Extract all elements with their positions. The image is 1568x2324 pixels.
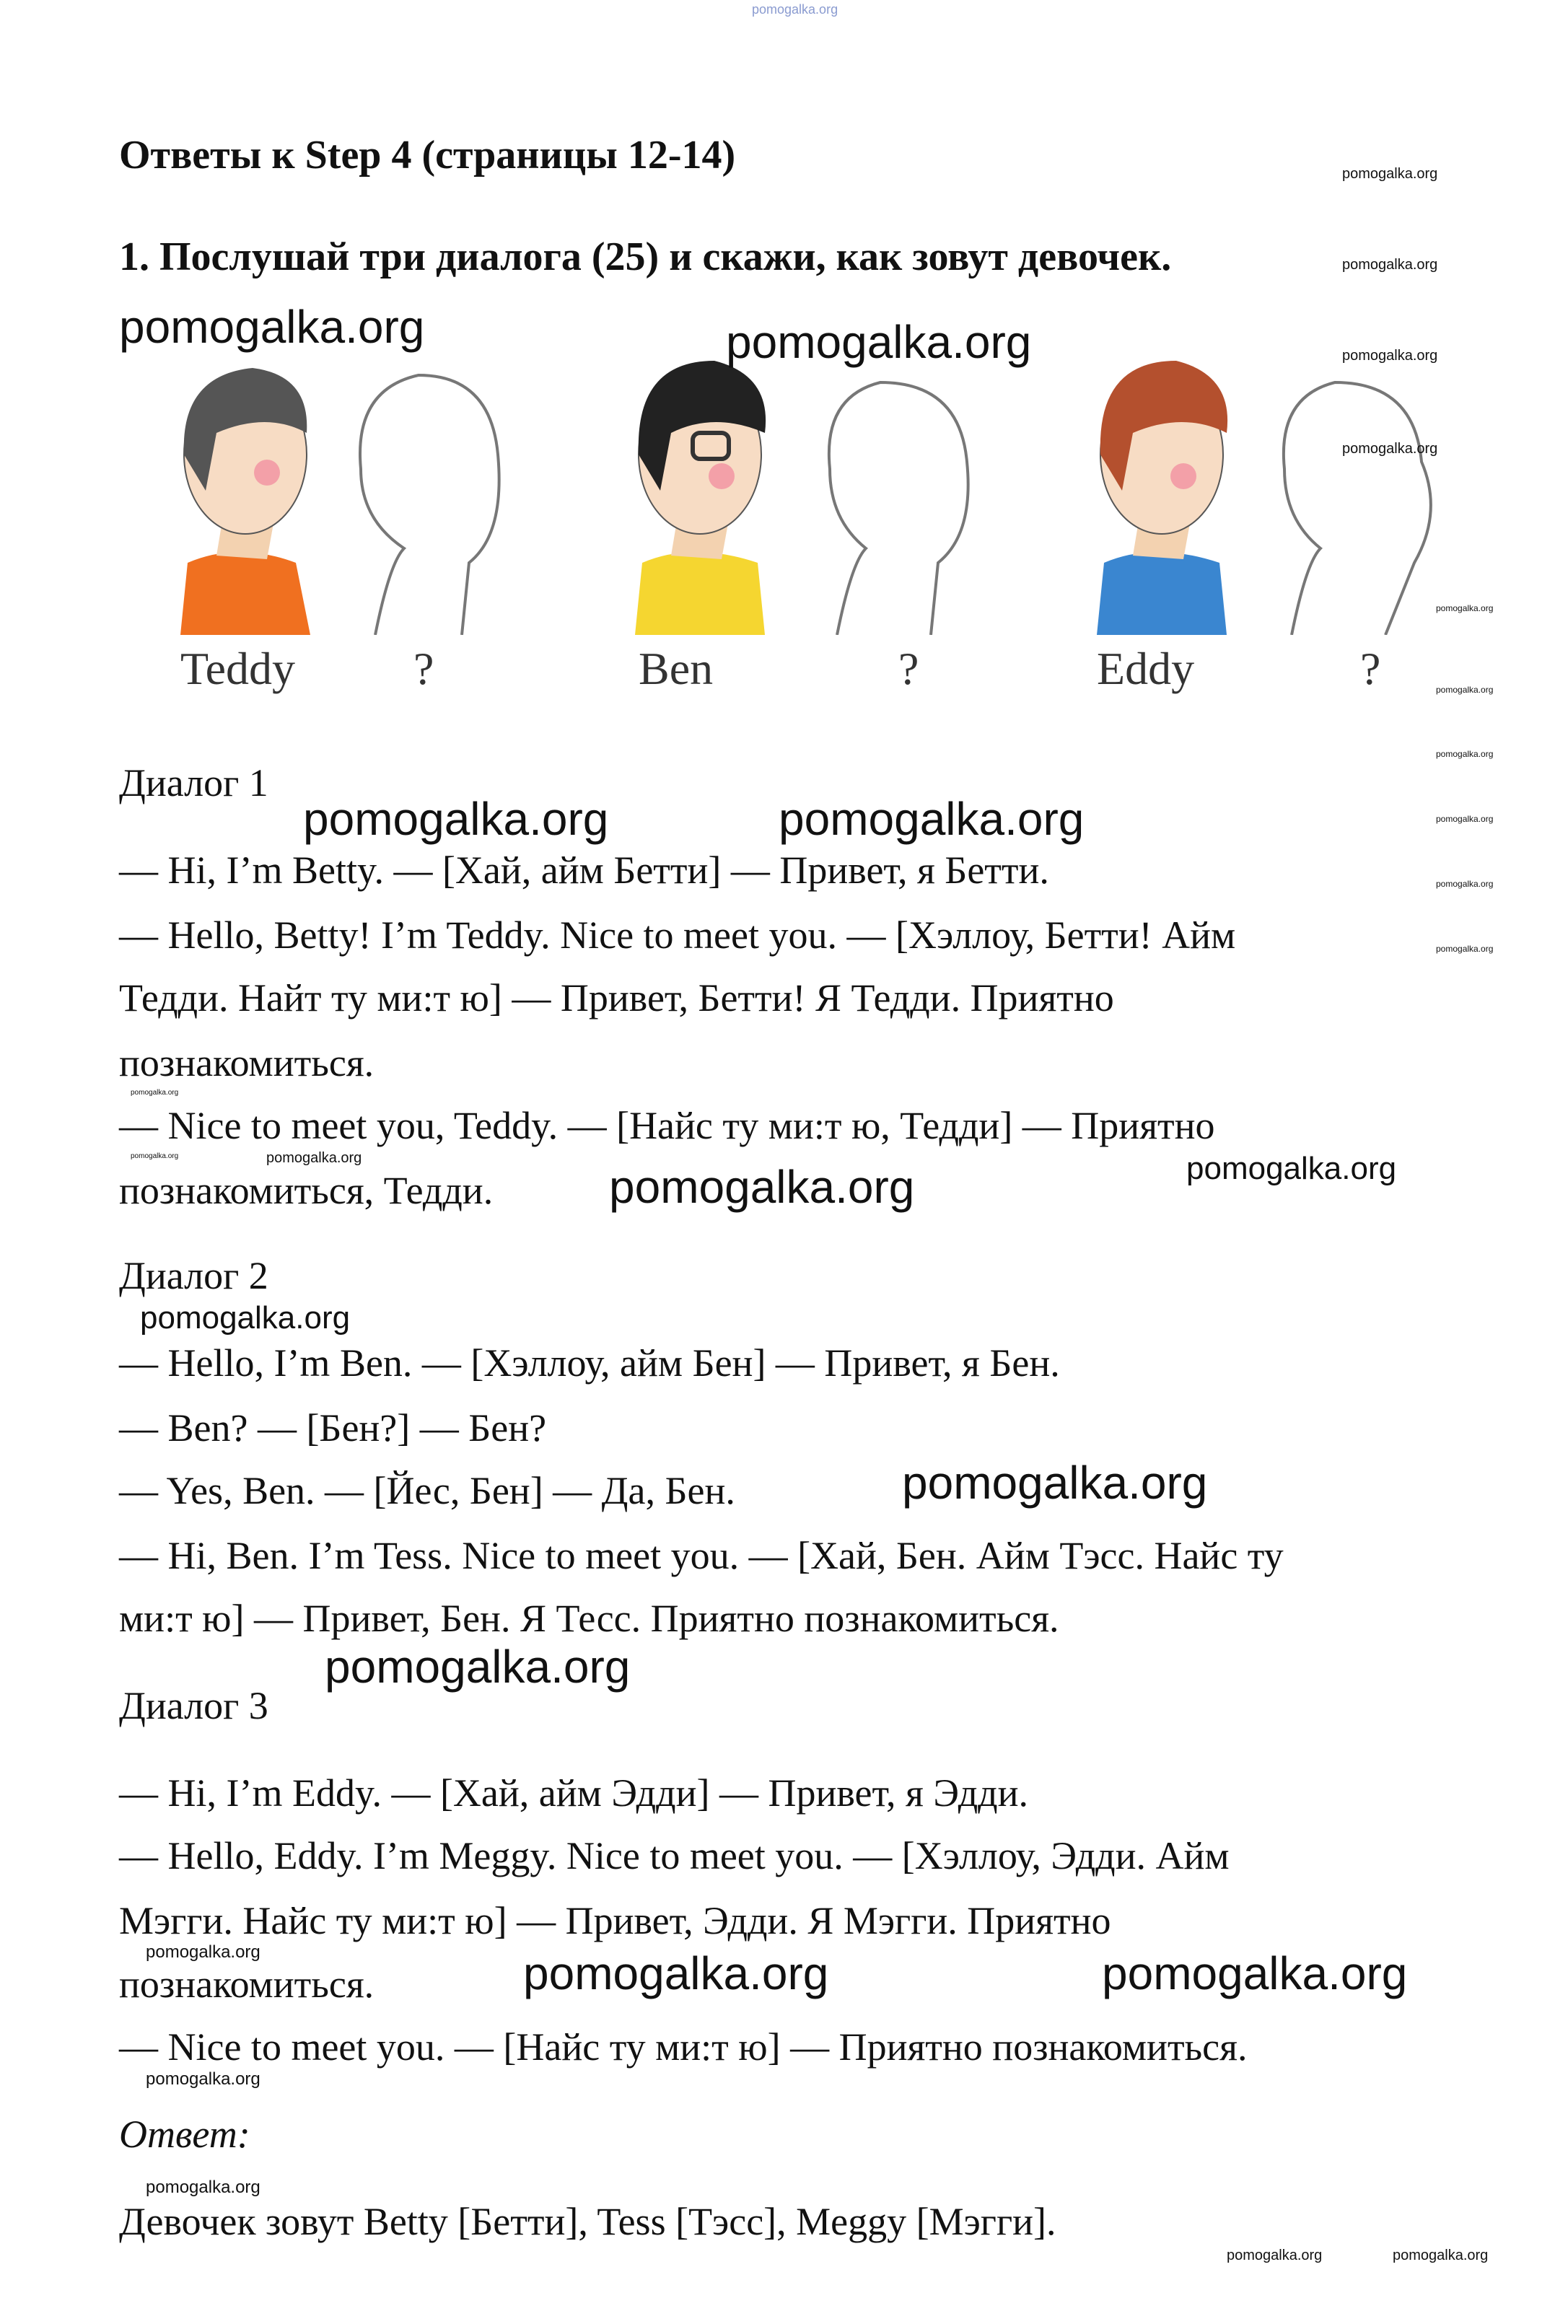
watermark: pomogalka.org: [266, 1150, 362, 1166]
watermark: pomogalka.org: [1342, 257, 1438, 273]
watermark: pomogalka.org: [1342, 441, 1438, 457]
girl-silhouette: [1284, 382, 1431, 635]
dialog-line: — Hi, I’m Betty. — [Хай, айм Бетти] — Привет, я Бетти.: [119, 849, 1049, 892]
watermark: pomogalka.org: [140, 1300, 351, 1336]
watermark: pomogalka.org: [1436, 685, 1494, 695]
dialog-line: — Nice to meet you. — [Найс ту ми:т ю] — Приятно познакомиться.: [119, 2025, 1248, 2069]
watermark: pomogalka.org: [523, 1947, 829, 1999]
watermark: pomogalka.org: [1342, 166, 1438, 182]
dialog2-heading: Диалог 2: [119, 1254, 268, 1297]
girl-silhouette: [360, 375, 499, 635]
dialog1-heading: Диалог 1: [119, 761, 268, 804]
label-unknown: ?: [413, 643, 434, 694]
watermark: pomogalka.org: [1227, 2248, 1323, 2263]
watermark: pomogalka.org: [146, 1942, 260, 1962]
label-unknown: ?: [898, 643, 919, 694]
watermark: pomogalka.org: [752, 2, 838, 17]
label-teddy: Teddy: [180, 643, 296, 694]
watermark: pomogalka.org: [1393, 2248, 1489, 2263]
watermark: pomogalka.org: [779, 793, 1085, 845]
task-heading: 1. Послушай три диалога (25) и скажи, как зовут девочек.: [119, 234, 1172, 279]
dialog-line: — Hello, I’m Ben. — [Хэллоу, айм Бен] — Привет, я Бен.: [119, 1341, 1060, 1385]
dialog-line: Тедди. Найт ту ми:т ю] — Привет, Бетти! Я Тедди. Приятно: [119, 976, 1114, 1020]
dialog-line: ми:т ю] — Привет, Бен. Я Тесс. Приятно познакомиться.: [119, 1597, 1059, 1640]
dialog-line: — Hello, Betty! I’m Teddy. Nice to meet you. — [Хэллоу, Бетти! Айм: [119, 913, 1236, 957]
watermark: pomogalka.org: [1436, 603, 1494, 613]
ben-figure: [635, 361, 766, 635]
watermark: pomogalka.org: [1102, 1947, 1408, 1999]
label-eddy: Eddy: [1097, 643, 1195, 694]
watermark: pomogalka.org: [902, 1457, 1208, 1509]
label-ben: Ben: [639, 643, 714, 694]
girl-silhouette: [829, 382, 968, 635]
watermark: pomogalka.org: [609, 1161, 915, 1213]
watermark: pomogalka.org: [325, 1641, 631, 1693]
dialog-line: — Hello, Eddy. I’m Meggy. Nice to meet you. — [Хэллоу, Эдди. Айм: [119, 1834, 1230, 1877]
dialog3-heading: Диалог 3: [119, 1684, 268, 1727]
answer-label: Ответ:: [119, 2113, 250, 2156]
dialog-line: познакомиться.: [119, 1963, 375, 2006]
page-title: Ответы к Step 4 (страницы 12-14): [119, 133, 736, 177]
dialog-line: — Hi, Ben. I’m Tess. Nice to meet you. — [Хай, Бен. Айм Тэсс. Найс ту: [119, 1534, 1284, 1577]
watermark: pomogalka.org: [146, 2178, 260, 2197]
watermark: pomogalka.org: [146, 2069, 260, 2089]
watermark: pomogalka.org: [119, 301, 425, 353]
watermark: pomogalka.org: [1436, 814, 1494, 824]
watermark: pomogalka.org: [1186, 1151, 1397, 1186]
watermark: pomogalka.org: [131, 1152, 179, 1160]
dialog-line: познакомиться.: [119, 1041, 375, 1084]
dialog-line: — Ben? — [Бен?] — Бен?: [119, 1406, 547, 1450]
teddy-figure: [180, 368, 310, 635]
watermark: pomogalka.org: [131, 1089, 179, 1097]
dialog-line: — Nice to meet you, Teddy. — [Найс ту ми:т ю, Тедди] — Приятно: [119, 1104, 1215, 1147]
watermark: pomogalka.org: [1342, 348, 1438, 364]
illustration: [0, 346, 1568, 635]
dialog-line: — Yes, Ben. — [Йес, Бен] — Да, Бен.: [119, 1469, 735, 1512]
dialog-line: — Hi, I’m Eddy. — [Хай, айм Эдди] — Привет, я Эдди.: [119, 1771, 1029, 1815]
watermark: pomogalka.org: [1436, 879, 1494, 889]
label-unknown: ?: [1360, 643, 1381, 694]
answer-text: Девочек зовут Betty [Бетти], Tess [Тэсс], Meggy [Мэгги].: [119, 2200, 1056, 2243]
dialog-line: познакомиться, Тедди.: [119, 1169, 494, 1212]
watermark: pomogalka.org: [303, 793, 609, 845]
watermark: pomogalka.org: [726, 316, 1032, 368]
dialog-line: Мэгги. Найс ту ми:т ю] — Привет, Эдди. Я Мэгги. Приятно: [119, 1899, 1111, 1942]
eddy-figure: [1097, 361, 1227, 635]
watermark: pomogalka.org: [1436, 944, 1494, 954]
watermark: pomogalka.org: [1436, 749, 1494, 759]
